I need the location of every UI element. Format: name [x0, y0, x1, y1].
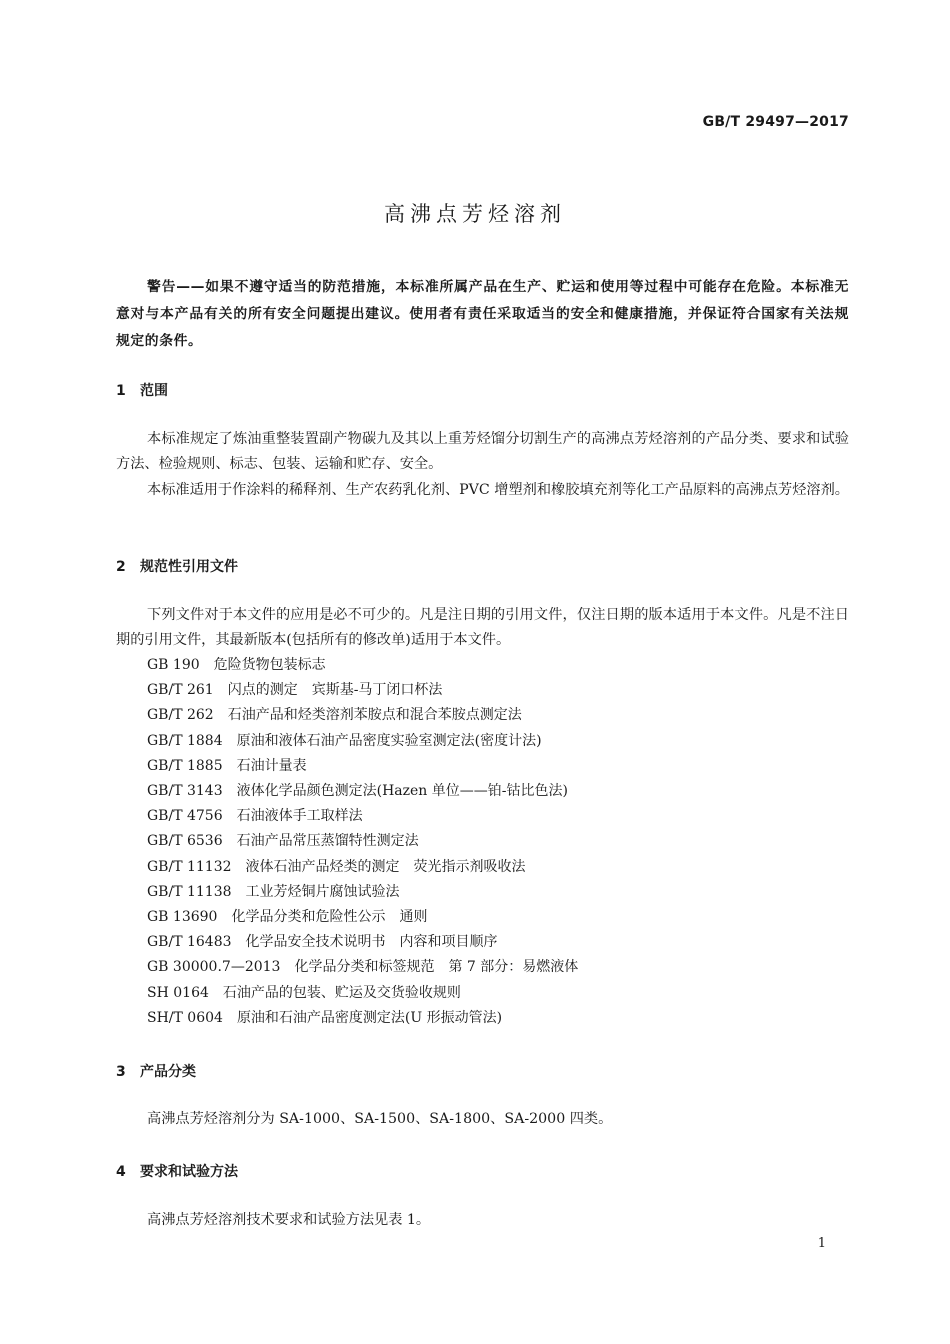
reference-item — [147, 804, 578, 829]
reference-code: SH/T 0604 — [147, 1009, 223, 1026]
reference-item — [147, 703, 578, 728]
reference-code: GB/T 6536 — [147, 833, 223, 850]
section-number: 1 — [116, 383, 126, 399]
reference-title: 化学品分类和危险性公示 通则 — [231, 909, 428, 926]
reference-code: GB 190 — [147, 657, 200, 673]
reference-item — [147, 855, 578, 880]
reference-item — [147, 905, 578, 930]
reference-code: GB/T 262 — [147, 707, 214, 724]
reference-code: GB/T 1884 — [147, 732, 223, 749]
reference-code: GB/T 261 — [147, 682, 214, 699]
section-number: 4 — [116, 1164, 126, 1180]
reference-item — [147, 880, 578, 905]
reference-title: 化学品分类和标签规范 第 7 部分：易燃液体 — [294, 959, 579, 976]
reference-item — [147, 729, 578, 754]
references-intro-paragraph: 下列文件对于本文件的应用是必不可少的。凡是注日期的引用文件，仅注日期的版本适用于本文件。凡是不注日期的引用文件，其最新版本(包括所有的修改单)适用于本文件。 — [116, 607, 849, 648]
reference-code: GB/T 4756 — [147, 808, 223, 825]
reference-title: 石油产品和烃类溶剂苯胺点和混合苯胺点测定法 — [227, 707, 522, 724]
page-number: 1 — [817, 1236, 826, 1251]
reference-title: 原油和液体石油产品密度实验室测定法(密度计法) — [236, 732, 542, 749]
reference-title: 石油计量表 — [236, 757, 307, 774]
reference-item — [147, 754, 578, 779]
reference-item — [147, 653, 578, 678]
section-3-heading — [116, 1061, 196, 1081]
warning-paragraph: 警告——如果不遵守适当的防范措施，本标准所属产品在生产、贮运和使用等过程中可能存在危险。本标准无意对与本产品有关的所有安全问题提出建议。使用者有责任采取适当的安全和健康措施，并保证符合国家有关法规规定的条件。 — [116, 279, 849, 349]
section-number: 3 — [116, 1064, 126, 1080]
normative-references-list — [147, 653, 578, 1031]
reference-code: GB 13690 — [147, 909, 218, 926]
section-title: 产品分类 — [140, 1064, 196, 1080]
reference-title: 液体化学品颜色测定法(Hazen 单位——铂-钴比色法) — [236, 783, 568, 800]
section-title: 要求和试验方法 — [140, 1164, 238, 1180]
section-2-heading — [116, 556, 238, 576]
reference-title: 工业芳烃铜片腐蚀试验法 — [245, 883, 400, 900]
section-title: 规范性引用文件 — [140, 559, 238, 575]
section-4-heading — [116, 1161, 238, 1181]
scope-paragraph-2: 本标准适用于作涂料的稀释剂、生产农药乳化剂、PVC 增塑剂和橡胶填充剂等化工产品原料的高沸点芳烃溶剂。 — [147, 482, 849, 498]
reference-item — [147, 678, 578, 703]
reference-item — [147, 829, 578, 854]
reference-title: 原油和石油产品密度测定法(U 形振动管法) — [236, 1009, 503, 1026]
requirements-paragraph: 高沸点芳烃溶剂技术要求和试验方法见表 1。 — [147, 1212, 431, 1228]
reference-item — [147, 981, 578, 1006]
reference-code: SH 0164 — [147, 984, 209, 1001]
classification-paragraph: 高沸点芳烃溶剂分为 SA-1000、SA-1500、SA-1800、SA-2000 四类。 — [147, 1111, 613, 1127]
scope-paragraph-1: 本标准规定了炼油重整装置副产物碳九及其以上重芳烃馏分切割生产的高沸点芳烃溶剂的产品分类、要求和试验方法、检验规则、标志、包装、运输和贮存、安全。 — [116, 431, 849, 472]
reference-title: 石油产品的包装、贮运及交货验收规则 — [222, 984, 461, 1001]
reference-code: GB 30000.7—2013 — [147, 959, 281, 976]
reference-item — [147, 930, 578, 955]
reference-code: GB/T 11132 — [147, 858, 232, 875]
reference-title: 液体石油产品烃类的测定 荧光指示剂吸收法 — [245, 858, 526, 875]
reference-title: 危险货物包装标志 — [213, 657, 326, 673]
reference-code: GB/T 11138 — [147, 883, 232, 900]
section-1-heading — [116, 380, 168, 400]
reference-item — [147, 779, 578, 804]
reference-code: GB/T 1885 — [147, 757, 223, 774]
reference-item — [147, 1006, 578, 1031]
section-title: 范围 — [140, 383, 168, 399]
reference-code: GB/T 16483 — [147, 934, 232, 951]
reference-title: 石油液体手工取样法 — [236, 808, 363, 825]
standard-number: GB/T 29497—2017 — [702, 114, 849, 130]
section-number: 2 — [116, 559, 126, 575]
reference-code: GB/T 3143 — [147, 783, 223, 800]
reference-title: 闪点的测定 宾斯基-马丁闭口杯法 — [227, 682, 443, 699]
reference-item — [147, 955, 578, 980]
reference-title: 化学品安全技术说明书 内容和项目顺序 — [245, 934, 498, 951]
document-title: 高沸点芳烃溶剂 — [384, 202, 566, 226]
reference-title: 石油产品常压蒸馏特性测定法 — [236, 833, 419, 850]
